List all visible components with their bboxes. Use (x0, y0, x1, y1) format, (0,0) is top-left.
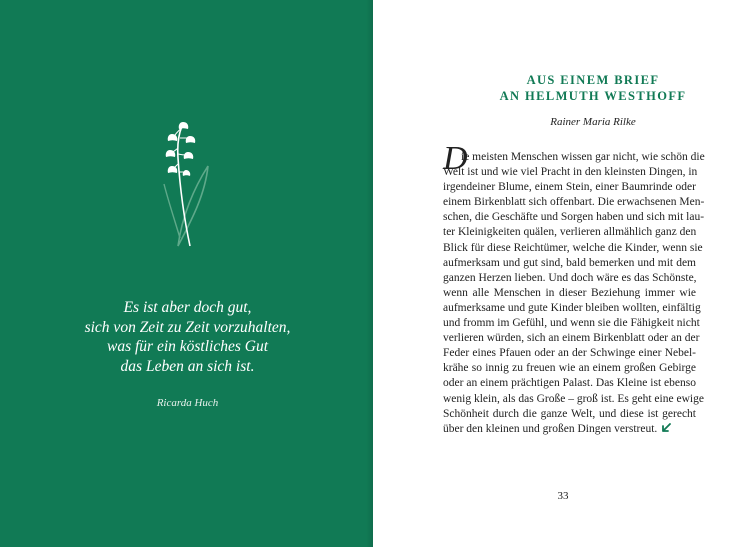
text-line: Blick für diese Reichtümer, welche die Kinder, wenn sie (443, 241, 703, 254)
text-line: wenig klein, als das Große – groß ist. Es geht eine ewige (443, 392, 704, 405)
quote-author: Ricarda Huch (156, 397, 219, 409)
text-line: ganzen Herzen lieben. Und doch wäre es das Schönste, (443, 271, 697, 284)
chapter-author: Rainer Maria Rilke (550, 116, 636, 128)
text-line: und fromm im Gefühl, und wenn sie die Fähigkeit nicht (443, 317, 700, 330)
quote-line: was für ein köstliches Gut (106, 338, 269, 355)
drop-cap: D (443, 140, 468, 177)
text-line: oder an einem prächtigen Palast. Das Kleine ist ebenso (443, 377, 696, 390)
text-line: ie meisten Menschen wissen gar nicht, wie schön die (461, 151, 705, 163)
body-text (443, 150, 705, 437)
text-line: ter Kleinigkeiten quälen, verlieren allmählich ganz den (443, 226, 697, 239)
chapter-title-line: AUS EINEM BRIEF (526, 73, 660, 87)
text-line: einem Birkenblatt sich offenbart. Die erwachsenen Men- (443, 196, 705, 209)
text-line: verlieren würden, sich an einem Birkenblatt oder an der (443, 332, 700, 345)
epigraph-quote (40, 298, 335, 376)
quote-line: sich von Zeit zu Zeit vorzuhalten, (84, 318, 291, 336)
text-line: irgendeiner Blume, einem Stein, einer Baumrinde oder (443, 181, 696, 194)
text-line: wenn alle Menschen in dieser Beziehung immer wie (443, 286, 696, 299)
right-page (373, 0, 750, 547)
text-line: aufmerksame und gute Kinder bleiben wollten, einfältig (443, 301, 701, 314)
chapter-title-line: AN HELMUTH WESTHOFF (499, 89, 687, 103)
text-line: Feder eines Pfauen oder an der Schwinge einer Nebel- (443, 347, 696, 360)
left-page (0, 0, 373, 547)
text-line: schen, die Geschäfte und Sorgen haben und sich mit lau- (443, 211, 705, 224)
chapter-title (448, 72, 738, 104)
text-line: aufmerksam und gut sind, bald bemerken und mit dem (443, 256, 696, 269)
quote-line: das Leben an sich ist. (120, 357, 255, 375)
text-line: Schönheit durch die ganze Welt, und diese ist gerecht (443, 407, 696, 420)
lily-of-the-valley-icon (150, 118, 220, 250)
end-arrow-icon (661, 423, 671, 433)
page-number: 33 (557, 490, 569, 502)
text-line: krähe so innig zu freuen wie an einem großen Gebirge (443, 362, 696, 375)
text-line: Welt ist und wie viel Pracht in den kleinsten Dingen, in (443, 166, 698, 179)
text-line-content: über den kleinen und großen Dingen verstreut. (443, 422, 658, 435)
quote-line: Es ist aber doch gut, (123, 299, 252, 316)
text-line-last (443, 422, 696, 437)
